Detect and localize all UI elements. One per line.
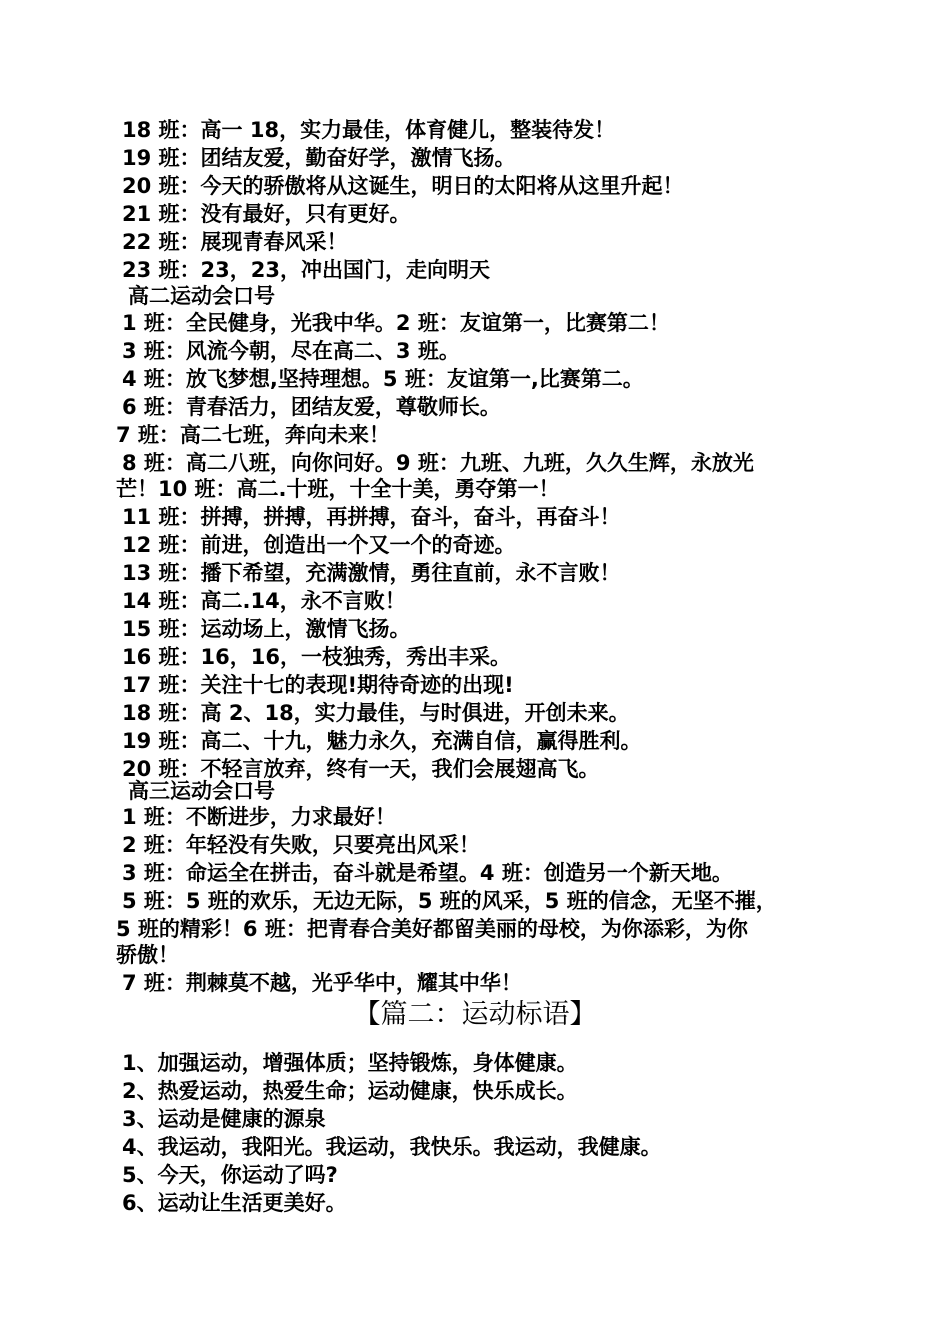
slogan-line: 23 班：23，23，冲出国门，走向明天: [122, 258, 490, 282]
slogan-line: 3 班：风流今朝，尽在高二、3 班。: [122, 339, 460, 363]
slogan-line: 19 班：高二、十九，魅力永久，充满自信，赢得胜利。: [122, 729, 642, 753]
slogan-line: 6 班：青春活力，团结友爱，尊敬师长。: [122, 395, 501, 419]
slogan-line: 15 班：运动场上，激情飞扬。: [122, 617, 411, 641]
list-item: 5、今天，你运动了吗?: [122, 1163, 338, 1187]
slogan-line: 13 班：播下希望，充满激情，勇往直前，永不言败！: [122, 561, 621, 585]
slogan-line: 3 班：命运全在拼击，奋斗就是希望。4 班：创造另一个新天地。: [122, 861, 733, 885]
slogan-line: 18 班：高 2、18，实力最佳，与时俱进，开创未来。: [122, 701, 630, 725]
slogan-line: 17 班：关注十七的表现!期待奇迹的出现!: [122, 673, 514, 697]
slogan-line: 20 班：不轻言放弃，终有一天，我们会展翅高飞。: [122, 757, 600, 781]
section-heading-grade2: 高二运动会口号: [128, 284, 275, 308]
slogan-line: 14 班：高二.14，永不言败！: [122, 589, 406, 613]
list-item: 1、加强运动，增强体质；坚持锻炼，身体健康。: [122, 1051, 578, 1075]
slogan-line: 18 班：高一 18，实力最佳，体育健儿，整装待发！: [122, 118, 616, 142]
list-item: 6、运动让生活更美好。: [122, 1191, 347, 1215]
slogan-line: 8 班：高二八班，向你问好。9 班：九班、九班，久久生辉，永放光: [122, 451, 754, 475]
slogan-line: 2 班：年轻没有失败，只要亮出风采！: [122, 833, 480, 857]
slogan-line: 芒！10 班：高二.十班，十全十美，勇夺第一！: [116, 477, 560, 501]
slogan-line: 16 班：16，16，一枝独秀，秀出丰采。: [122, 645, 511, 669]
slogan-line: 5 班的精彩！6 班：把青春合美好都留美丽的母校，为你添彩，为你: [116, 917, 748, 941]
slogan-line: 7 班：高二七班，奔向未来！: [116, 423, 390, 447]
slogan-line: 12 班：前进，创造出一个又一个的奇迹。: [122, 533, 516, 557]
slogan-line: 20 班：今天的骄傲将从这诞生，明日的太阳将从这里升起！: [122, 174, 684, 198]
slogan-line: 骄傲！: [116, 943, 179, 967]
slogan-line: 19 班：团结友爱，勤奋好学，激情飞扬。: [122, 146, 516, 170]
section-title: 【篇二：运动标语】: [353, 999, 597, 1030]
slogan-line: 1 班：全民健身，光我中华。2 班：友谊第一，比赛第二！: [122, 311, 670, 335]
slogan-line: 7 班：荆棘莫不越，光乎华中，耀其中华！: [122, 971, 522, 995]
slogan-line: 11 班：拼搏，拼搏，再拼搏，奋斗，奋斗，再奋斗！: [122, 505, 621, 529]
list-item: 4、我运动，我阳光。我运动，我快乐。我运动，我健康。: [122, 1135, 662, 1159]
slogan-line: 4 班：放飞梦想,坚持理想。5 班：友谊第一,比赛第二。: [122, 367, 644, 391]
slogan-line: 1 班：不断进步，力求最好！: [122, 805, 396, 829]
slogan-line: 22 班：展现青春风采！: [122, 230, 348, 254]
slogan-line: 5 班：5 班的欢乐，无边无际，5 班的风采，5 班的信念，无坚不摧，: [122, 889, 777, 913]
slogan-line: 21 班：没有最好，只有更好。: [122, 202, 411, 226]
list-item: 2、热爱运动，热爱生命；运动健康，快乐成长。: [122, 1079, 578, 1103]
section-heading-grade3: 高三运动会口号: [128, 779, 275, 803]
list-item: 3、运动是健康的源泉: [122, 1107, 326, 1131]
